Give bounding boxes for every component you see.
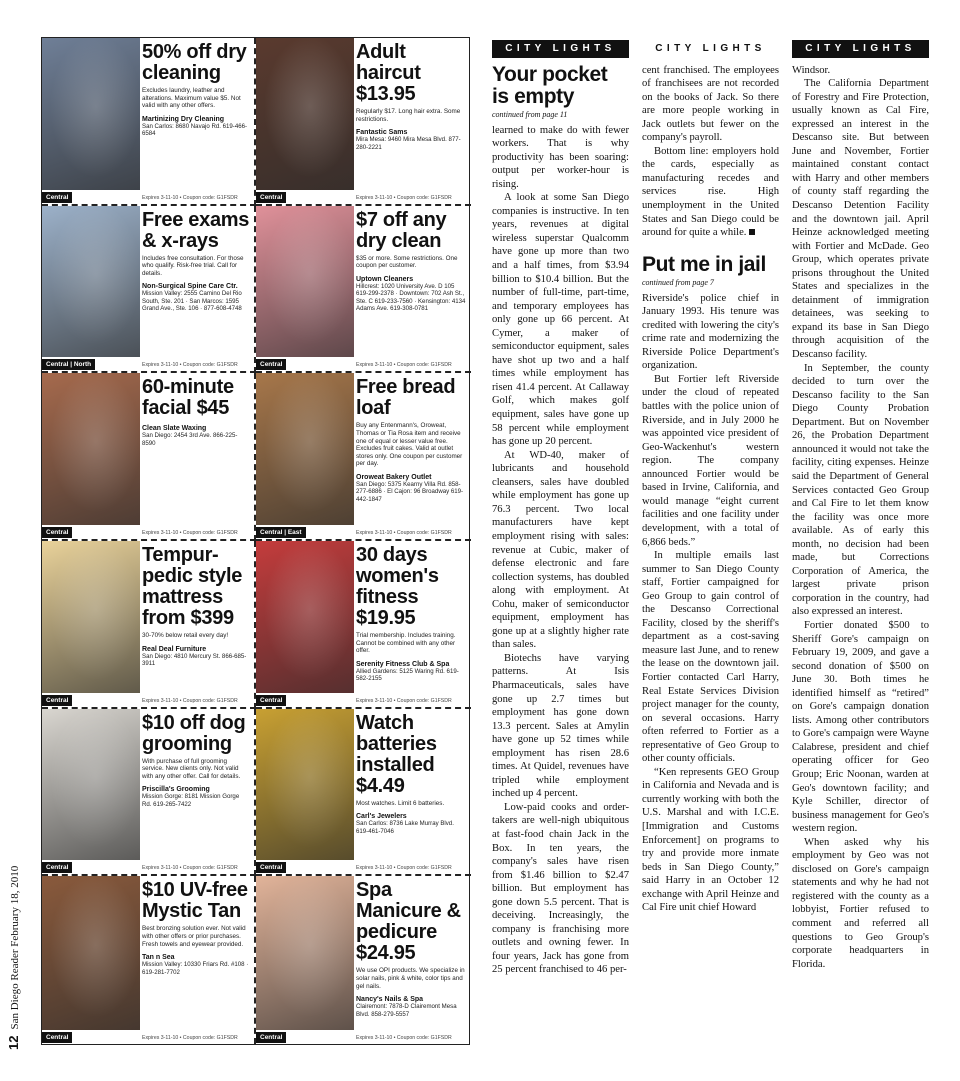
coupon-card[interactable] [256,38,471,206]
dog-photo [42,709,140,861]
coupon-description: 30-70% below retail every day! [142,632,229,639]
coupon-description: Trial membership. Includes training. Cannot be combined with any other offer. [356,632,456,655]
coupon-address: San Diego: 5375 Kearny Villa Rd. 858-277-6886 · El Cajon: 96 Broadway 619-442-1847 [356,480,464,503]
coupon-description: Buy any Entenmann's, Oroweat, Thomas or Tia Rosa item and receive one of equal or lesser value free. Excludes fruit cakes. Valid at outlet stores only. One coupon per customer per day. [356,422,463,468]
article-paragraph: Biotechs have varying patterns. At Isis Pharmaceuticals, sales have gone up 2.7 times but employment has gone down 13.3 percent. Sales at Amylin have gone up 52 times while employment has risen 28.6 times. At Quidel, revenues have tripled while employment inched up 4 percent. [492,652,629,800]
coupon-headline: Spa Manicure & pedicure $24.95 [356,879,461,965]
region-badge: Central [256,359,286,370]
coupon-address: Mission Valley: 10330 Friars Rd. #108 · 619-281-7702 [142,961,249,976]
article-title-pocket: Your pocket is empty [492,62,608,108]
coupon-expiry: Expires 3-11-10 • Coupon code: G1FSDR [142,530,238,536]
article-paragraph: Bottom line: employers hold the cards, especially as manufacturing recedes and services rise. High unemployment in the United States and San Diego could be around for quite a while. [642,145,779,239]
region-badge: Central | North [42,359,95,370]
coupon-headline: Free exams & x-rays [142,208,250,252]
article-paragraph: Low-paid cooks and order-takers are well-nigh ubiquitous at fast-food chain Jack in the Box. In ten years, the company's sales have risen from $1.46 billion to $2.47 billion. But employment has gone down 5.5 percent. That is deceiving. Increasingly, the company is franchising more outlets and owning fewer. In four years, Jack has gone from 25 percent franchised to 46 per- [492,801,629,976]
region-badge: Central [42,862,72,873]
coupon-headline: 30 days women's fitness $19.95 [356,544,439,629]
coupon-headline: $10 off dog grooming [142,711,246,755]
coupon-description: Regularly $17. Long hair extra. Some restrictions. [356,108,461,123]
coupon-card[interactable] [256,876,471,1044]
coupon-headline: 60-minute facial $45 [142,376,234,420]
manicure-photo [256,876,354,1030]
article-paragraph: A look at some San Diego companies is instructive. In ten years, revenues at digital wireless superstar Qualcomm have gone up more than two and a half times, from $3.94 billion to $10.4 billion. But the number of full-time, part-time, and temporary employees has only gone up 66 percent. At Cymer, a maker of semiconductor equipment, sales have shot up two and a half times while employment has risen 41.4 percent. At Callaway Golf, which makes golf equipment, sales have gone up 58 percent while employment has gone up 20 percent. [492,192,629,448]
coupon-expiry: Expires 3-11-10 • Coupon code: G1FSDR [356,530,452,536]
continued-from-label: continued from page 11 [492,109,568,119]
coupon-expiry: Expires 3-11-10 • Coupon code: G1FSDR [356,1035,452,1041]
coupon-address: Hillcrest: 1020 University Ave. D 105 619-299-2378 · Downtown: 702 Ash St., Ste. C 619-233-7560 · Kensington: 4134 Adams Ave. 619-308-0781 [356,282,466,313]
bread-loaf-photo [256,373,354,525]
region-badge: Central [42,695,72,706]
back-pain-photo [42,206,140,358]
region-badge: Central [42,1032,72,1043]
region-badge: Central [256,695,286,706]
article-paragraph: In September, the county decided to turn over the Descanso facility to the San Diego County Probation Department. But on November 26, the Probation Department announced it would not take the facility, citing expenses. Heinze said the Department of General Services contacted Geo Group and Cal Fire to let them know the facility was once more available. As of early this month, no decision had been made, but Corrections Corporation of America, the largest private prison corporation in the country, had also expressed an interest. [792,362,929,618]
coupon-headline: $10 UV-free Mystic Tan [142,879,248,923]
coupon-card[interactable] [42,709,256,877]
coupon-description: We use OPI products. We specialize in solar nails, pink & white, color tips and gel nails. [356,967,465,990]
mattress-photo [42,541,140,693]
city-lights-header: CITY LIGHTS [655,43,766,54]
coupon-address: Allied Gardens: 5125 Waring Rd. 619-582-2155 [356,667,459,683]
coupon-expiry: Expires 3-11-10 • Coupon code: G1FSDR [142,362,238,369]
coupon-business: Fantastic Sams [356,129,408,137]
article-title-jail: Put me in jail [642,252,766,276]
coupon-business: Uptown Cleaners [356,275,414,283]
coupon-card[interactable] [256,541,471,709]
coupon-description: Excludes laundry, leather and alterations. Maximum value $5. Not valid with any other offers. [142,87,241,110]
coupon-business: Non-Surgical Spine Care Ctr. [142,283,238,291]
coupon-expiry: Expires 3-11-10 • Coupon code: G1FSDR [356,697,452,704]
coupon-description: $35 or more. Some restrictions. One coupon per customer. [356,254,458,270]
region-badge: Central [256,192,286,203]
coupon-business: Tan n Sea [142,954,175,962]
coupon-expiry: Expires 3-11-10 • Coupon code: G1FSDR [356,194,452,201]
coupon-description: Most watches. Limit 6 batteries. [356,799,445,807]
coupon-expiry: Expires 3-11-10 • Coupon code: G1FSDR [142,865,238,872]
region-badge: Central [42,192,72,203]
coupon-expiry: Expires 3-11-10 • Coupon code: G1FSDR [142,194,238,201]
tan-woman-photo [42,876,140,1030]
article-paragraph: Windsor. [792,64,831,76]
coupon-business: Priscilla's Grooming [142,786,210,794]
coupon-address: San Diego: 4810 Mercury St. 866-685-3911 [142,652,247,667]
city-lights-header: CITY LIGHTS [492,40,629,58]
coupon-business: Carl's Jewelers [356,813,407,821]
coupon-business: Martinizing Dry Cleaning [142,115,225,123]
coupon-expiry: Expires 3-11-10 • Coupon code: G1FSDR [142,697,238,704]
article-paragraph: When asked why his employment by Geo was not disclosed on Gore's campaign statements and why he had not registered with the county as a lobbyist, Fortier refused to comment and referred all questions to Geo Group's corporate headquarters in Florida. [792,836,929,970]
coupon-address: San Carlos: 8736 Lake Murray Blvd. 619-461-7046 [356,820,454,835]
article-column-1 [492,40,629,977]
coupon-business: Oroweat Bakery Outlet [356,473,432,481]
coupon-card[interactable] [42,373,256,541]
article-paragraph: cent franchised. The employees of franchisees are not recorded on the books of Jack. So there are more people working in Jack outlets but fewer on the company's payroll. [642,64,779,144]
coupon-card[interactable] [256,373,471,541]
article-paragraph: Fortier donated $500 to Sheriff Gore's campaign on February 19, 2009, and gave a second donation of $500 on June 30. Both times he identified himself as “retired” on Gore's campaign donation lists. Among other contributors to Gore's campaign were Wayne Calabrese, president and chief operating officer for Geo Group; Eric Noonan, warden at Geo's downtown facility; and Kyle Schiller, director of business management for Geo's western region. [792,619,929,835]
coupon-address: San Diego: 2454 3rd Ave. 866-225-8590 [142,432,238,447]
article-column-3 [792,40,929,971]
coupon-expiry: Expires 3-11-10 • Coupon code: G1FSDR [356,362,452,369]
woman-haircut-photo [256,38,354,190]
page-folio [6,866,21,1050]
coupon-headline: Free bread loaf [356,376,456,420]
gold-watch-photo [256,709,354,861]
article-paragraph: Riverside's police chief in January 1993. His tenure was credited with lowering the city's crime rate and modernizing the Riverside Police Department's organization. [642,292,779,372]
coupon-business: Real Deal Furniture [142,645,207,653]
coupon-headline: Adult haircut $13.95 [356,41,421,105]
coupon-description: Includes free consultation. For those who qualify. Risk-free trial. Call for details. [142,254,244,277]
coupon-description: Best bronzing solution ever. Not valid with other offers or prior purchases. Fresh towels and eyewear provided. [142,925,246,948]
article-paragraph: In multiple emails last summer to San Diego County staff, Fortier campaigned for Geo Group to gain control of the Descanso Correctional Facility, closed by the sheriff's department as a cost-saving measure last June, and to renew the lease on the downtown jail. Fortier contacted Carl Harry, Real Estate Services Division project manager for the county, on several occasions. Harry often referred to Fortier as a representative of Geo Group to other county officials. [642,550,779,765]
region-badge: Central [256,1032,286,1043]
coupon-business: Serenity Fitness Club & Spa [356,660,450,668]
coupon-card[interactable] [256,709,471,877]
region-badge: Central | East [256,527,306,538]
woman-facial-photo [42,373,140,525]
coupon-card[interactable] [42,541,256,709]
coupon-address: Clairemont: 7878-D Clairemont Mesa Blvd. 858-279-5557 [356,1003,457,1018]
coupon-headline: Tempur-pedic style mattress from $399 [142,544,243,629]
city-lights-header: CITY LIGHTS [792,40,929,58]
coupon-card[interactable] [42,876,256,1044]
coupon-expiry: Expires 3-11-10 • Coupon code: G1FSDR [356,865,452,872]
article-column-2 [642,40,779,915]
coupon-headline: Watch batteries installed $4.49 [356,711,437,797]
shirt-photo [42,38,140,190]
coupon-address: Mission Gorge: 8181 Mission Gorge Rd. 619-265-7422 [142,793,240,808]
article-paragraph: learned to make do with fewer workers. That is why productivity has been soaring: output per worker-hour is rising. [492,124,629,190]
region-badge: Central [256,862,286,873]
coupon-card[interactable] [42,206,256,374]
coupon-card[interactable] [42,38,256,206]
page-number: 12 [6,1035,21,1050]
article-paragraph: At WD-40, maker of lubricants and household cleansers, sales have doubled while employment has gone up 76.3 percent. Two local manufacturers have kept employment rising with sales: revenue at Cubic, maker of defense electronic and fare collection systems, has doubled along with employment. At Cohu, maker of semiconductor equipment, employment has gone up at a slightly higher rate than sales. [492,449,629,651]
continued-from-label: continued from page 7 [642,277,714,287]
publication-date: San Diego Reader February 18, 2010 [9,865,21,1030]
fitness-photo [256,541,354,693]
pink-sweater-photo [256,206,354,358]
coupon-address: Mission Valley: 2555 Camino Del Rio South, Ste. 201 · San Marcos: 1595 Grand Ave., Ste. 106 · 877-608-4748 [142,290,242,313]
end-mark-icon [749,229,755,235]
coupon-description: With purchase of full grooming service. New clients only. Not valid with any other offer. Call for details. [142,757,241,780]
region-badge: Central [42,527,72,538]
coupon-address: Mira Mesa: 9460 Mira Mesa Blvd. 877-280-2221 [356,136,461,151]
coupon-expiry: Expires 3-11-10 • Coupon code: G1FSDR [142,1035,238,1041]
coupon-business: Nancy's Nails & Spa [356,996,424,1004]
coupon-card[interactable] [256,206,471,374]
coupon-headline: $7 off any dry clean [356,208,447,252]
article-paragraph: “Ken represents GEO Group in California and Nevada and is currently working with both the U.S. Marshal and with I.C.E. [Immigration and Customs Enforcement] on programs to try and provide more inmate beds in San Diego County,” said Harry in an October 12 exchange with April Heinze and Cal Fire unit chief Howard [642,766,779,914]
article-paragraph: The California Department of Forestry and Fire Protection, usually known as Cal Fire, expressed an interest in the Descanso site. But between June and November, Fortier maintained constant contact with Harry and other members of county staff regarding the Descanso Detention Facility and the downtown jail. April Heinze acknowledged meeting with Fortier and McDade. Geo Group, which operates private prisons throughout the United States and specializes in the detainment of immigration detainees, was seeking to expand its base in San Diego through acquisition of the Descanso facility. [792,78,929,361]
article-paragraph: But Fortier left Riverside under the cloud of repeated battles with the police union of Riverside, and in July 2000 he was appointed vice president of Geo-Wackenhut's western region. The company announced Fortier would be based in Irvine, California, and would manage “eight current facilities and one facility under development, with a total of 6,866 beds.” [642,373,779,548]
coupon-grid [41,37,470,1045]
coupon-headline: 50% off dry cleaning [142,41,247,84]
coupon-business: Clean Slate Waxing [142,425,207,433]
coupon-address: San Carlos: 8680 Navajo Rd. 619-466-6584 [142,122,248,138]
